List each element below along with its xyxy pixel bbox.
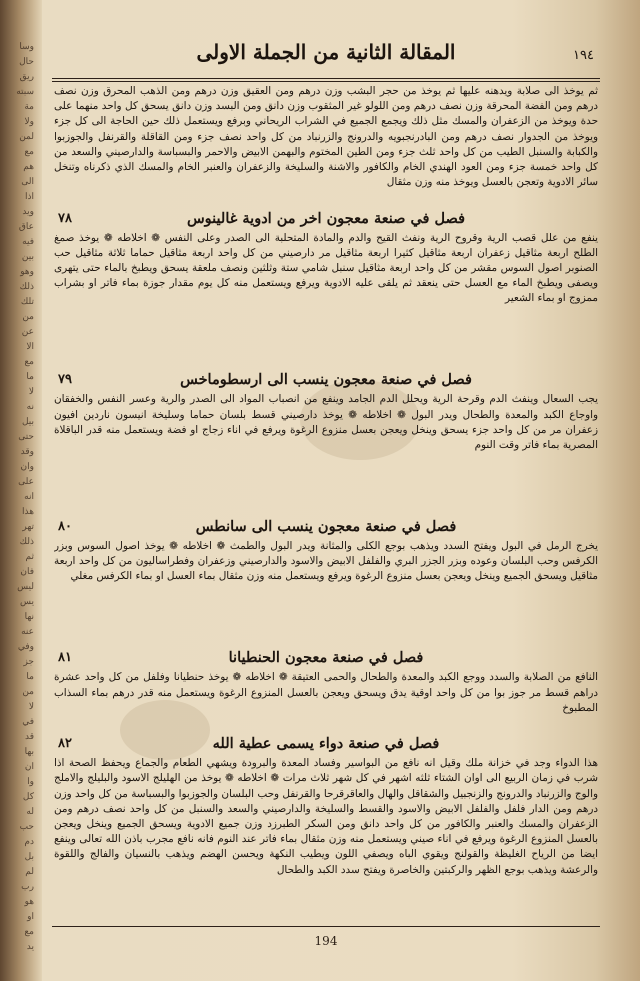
facing-page-fragment: عنه xyxy=(21,627,34,637)
bottom-rule xyxy=(52,926,600,927)
facing-page-fragment: لا xyxy=(28,387,34,397)
facing-page-fragment: ان xyxy=(24,762,34,772)
section-heading xyxy=(54,648,598,668)
facing-page-fragment: حتى xyxy=(18,432,34,442)
section-number: ٧٨ xyxy=(58,210,72,226)
facing-page-fragment: ريق xyxy=(19,72,34,82)
body-paragraph: هذا الدواء وجد في خزانة ملك وقيل انه نافع من البواسير وفساد المعدة والبرودة ويشهي الطعام والجماع ويحفظ الصحة اذا شرب في زمان الربيع الى اوان الشتاء ثلثه اشهر في كل شهر ثلاث مرات ❁ اخلاطه ❁ يوخذ من الهليلج الاسود والبليلج والاملج والوج والزرنباد والدرونج والزنجبيل والشقاقل والهال والعاقرقرحا والقرنفل وحب البلسان والجوزبوا والبسباسة من كل واحد وزن درهم ومن الدار فلفل والفلفل الابيض والاسود والقسط والسليخة والدارصيني والسعد والسنبل من كل واحد نصف درهم ومن الزعفران والمسك والعنبر والكافور من كل واحد دانق ومن السكر الطبرزد وزن جميع الادوية ويسحق الجميع وينخل ويعجن بالعسل المنزوع الرغوة ويرفع في اناء صيني ويستعمل منه وزن مثقال بماء فاتر عند النوم فانه نافع مجرب باذن الله تعالى وينفع ايضا من الرياح الغليظة والقولنج ويقوي الباه ويصفي اللون ويطيب النكهة ويحسن الهضم ويذهب بالنسيان والفالج واللقوة والرعشة ويذهب بوجع الظهر والركبتين والخاصرة ويفتح سدد الكبد والطحال xyxy=(54,757,598,876)
facing-page-fragment: انه xyxy=(24,492,34,502)
facing-page-fragment: هم xyxy=(23,162,34,172)
section-number: ٨٠ xyxy=(58,518,72,534)
facing-page-fragment: بل xyxy=(24,852,34,862)
section-heading-text: فصل في صنعة معجون ينسب الى ارسطوماخس xyxy=(180,371,472,389)
facing-page-fragment: يد xyxy=(26,942,34,952)
facing-page-fragment: لمن xyxy=(19,132,34,142)
facing-page-fragment: وفي xyxy=(17,642,34,652)
facing-page-fragment: نها xyxy=(24,612,34,622)
facing-page-fragment: بها xyxy=(24,747,34,757)
facing-page-fragment: بيل xyxy=(21,417,34,427)
facing-page-fragment: لا xyxy=(28,702,34,712)
facing-page-fragment: من xyxy=(22,312,34,322)
facing-page-fragment: مة xyxy=(24,102,34,112)
facing-page-fragment: كل xyxy=(22,792,34,802)
facing-page-edge xyxy=(0,0,42,981)
facing-page-fragment: وسا xyxy=(19,42,34,52)
facing-page-fragment: هذا xyxy=(22,507,34,517)
facing-page-fragment: ليس xyxy=(17,582,34,592)
section-heading-text: فصل في صنعة معجون اخر من ادوية غالينوس xyxy=(186,209,465,227)
facing-page-fragment: في xyxy=(22,717,34,727)
header-rule xyxy=(52,78,600,79)
facing-page-fragment: مع xyxy=(24,357,34,367)
facing-page-fragment: ثم xyxy=(25,552,34,562)
body-paragraph: يخرج الرمل في البول ويفتح السدد ويذهب بوجع الكلى والمثانة ويدر البول والطمث ❁ اخلاطه ❁ يوخذ اصول السوس وبزر الكرفس وحب البلسان وعوده وبزر الجزر البري والفلفل الابيض والاسود والدارصيني وزعفران وفطراساليون من كل واحد اربعة مثاقيل ويسحق الجميع وينخل ويعجن بعسل منزوع الرغوة ويرفع ويستعمل منه وزن مثقال بماء العسل او بماء الكرفس مغلي xyxy=(54,539,598,583)
facing-page-fragment: تلك xyxy=(20,297,34,307)
facing-page-fragment: له xyxy=(26,807,34,817)
section-heading-text: فصل في صنعة معجون الحنطيانا xyxy=(228,649,424,667)
section-number: ٧٩ xyxy=(58,372,72,388)
facing-page-fragment: سبته xyxy=(16,87,34,97)
facing-page-fragment: ولا xyxy=(24,117,34,127)
facing-page-fragment: اذا xyxy=(24,192,34,202)
facing-page-fragment: يس xyxy=(20,597,34,607)
facing-page-fragment: ويد xyxy=(22,207,34,217)
facing-page-fragment: وهو xyxy=(20,267,34,277)
section-heading-text: فصل في صنعة دواء يسمى عطية الله xyxy=(212,735,440,753)
body-paragraph: ثم يوخذ الى صلابة ويدهنه عليها ثم يوخذ من حجر البشب وزن درهم ومن العقيق وزن درهم ومن الذهب المحرق وزن نصف درهم ومن الفضة المحرقة وزن نصف درهم ومن اللولو غير المثقوب وزن دانق ومن البسد وزن دانق يسحق كل واحد منهما على حدة ويوخذ من الزعفران والمسك مثل ذلك ويجمع الجميع في الشراب الريحاني وبرفع ويستعمل ذلك حين الحاجة الى كل جزء ويوخذ من الجدوار نصف درهم ومن البادرنجبويه والدرونج والزرنباد من كل واحد نصف جزء ومن القاقلة والقرنفل والجوزبوا والكبابة والسنبل الطيب من كل واحد ثلث جزء ومن الطين المختوم والبهمن الابيض والاحمر والبسباسة والدارصيني والسعد من كل واحد خمسة جزء ومن العود الهندي الخام والكافور والاشنة والسليخة والزعفران والعنبر الخام والمسك الذي ذكرناه وتنخل سائر الادوية وتعجن بالعسل ويوخذ منه وزن مثقال xyxy=(54,85,598,189)
page-number-bottom: 194 xyxy=(314,934,338,948)
facing-page-fragment: عاق xyxy=(18,222,34,232)
running-title: المقالة الثانية من الجملة الاولى xyxy=(196,40,456,64)
section-heading xyxy=(54,209,598,229)
section-number: ٨١ xyxy=(58,650,72,666)
facing-page-fragment: فان xyxy=(20,567,34,577)
facing-page-fragment: لم xyxy=(25,867,34,877)
facing-page-fragment: عن xyxy=(21,327,34,337)
page-body xyxy=(54,84,598,924)
facing-page-fragment: حال xyxy=(19,57,34,67)
body-paragraph: النافع من الصلابة والسدد ووجع الكبد والمعدة والطحال والحمى العتيقة ❁ اخلاطه ❁ يوخذ حنطيانا وفلفل من كل واحد عشرة دراهم قسط مر جوز بوا من كل واحد اوقية يدق ويسحق ويعجن بالعسل المنزوع الرغوة ويستعمل منه قدر درهم بماء السذاب المطبوخ xyxy=(54,671,598,714)
section-number: ٨٢ xyxy=(58,736,72,752)
section-heading xyxy=(54,370,598,390)
facing-page-fragment: الى xyxy=(21,177,34,187)
facing-page-fragment: مع xyxy=(24,927,34,937)
facing-page-fragment: حب xyxy=(19,822,34,832)
facing-page-fragment: الا xyxy=(26,342,34,352)
book-page xyxy=(46,20,606,970)
facing-page-fragment: او xyxy=(27,912,34,922)
facing-page-fragment: ما xyxy=(26,672,34,682)
header-rule xyxy=(52,81,600,82)
page-header xyxy=(46,40,606,76)
facing-page-fragment: قد xyxy=(24,732,34,742)
facing-page-fragment: ذلك xyxy=(19,282,34,292)
facing-page-fragment: جز xyxy=(23,657,34,667)
facing-page-fragment: رب xyxy=(21,882,34,892)
facing-page-fragment: وان xyxy=(20,462,34,472)
facing-page-fragment: نه xyxy=(26,402,34,412)
facing-page-fragment: مع xyxy=(24,147,34,157)
facing-page-fragment: ما xyxy=(26,372,34,382)
facing-page-fragment: بين xyxy=(21,252,34,262)
facing-page-fragment: وا xyxy=(27,777,34,787)
facing-page-fragment: تهر xyxy=(22,522,34,532)
facing-page-fragment: من xyxy=(22,687,34,697)
body-paragraph: ينفع من علل قصب الرية وقروح الرية ونفث القيح والدم والمادة المتحلبة الى الصدر وعلى النفس ❁ اخلاطه ❁ يوخذ صمغ الطلح اربعة مثاقيل زعفران اربعة مثاقيل كثيرا اربعة مثاقيل مر دارصيني من كل واحد اربعة مثاقيل حماما ثلاثة مثاقيل حب الصنوبر اصول السوس مقشر من كل واحد اربعة مثاقيل سنبل شامي ستة وثلثين ونصف ملعقة يسحق ويطبخ بالماء حتى يتهرى ويصفى ويطبخ الماء مع العسل حتى ينعقد ثم يلقى عليه الادوية ويرفع ويستعمل منه كل يوم مقدار جوزة بماء فاتر او بشراب ممزوج او بماء الشعير xyxy=(54,231,598,305)
page-number-top: ١٩٤ xyxy=(573,48,594,63)
facing-page-fragment: دم xyxy=(24,837,34,847)
body-paragraph: يجب السعال وينفث الدم وقرحة الرية ويحلل الدم الجامد وينفع من انصباب المواد الى الصدر والرية وعسر النفس والخفقان واوجاع الكبد والمعدة والطحال ويدر البول ❁ اخلاطه ❁ يوخذ دارصيني قسط بلسان حماما وسليخة انيسون ناردين افيون زعفران مر من كل واحد جزء يسحق وينخل ويعجن بعسل منزوع الرغوة ويرفع في اناء زجاج او فضة ويستعمل منه قدر الباقلاة المصرية بماء فاتر وقت النوم xyxy=(54,393,598,451)
facing-page-fragment: ذلك xyxy=(19,537,34,547)
section-heading xyxy=(54,517,598,537)
facing-page-fragment: هو xyxy=(24,897,34,907)
facing-page-fragment: فيه xyxy=(22,237,34,247)
facing-page-fragment: وقد xyxy=(20,447,34,457)
facing-page-fragment: على xyxy=(18,477,34,487)
section-heading-text: فصل في صنعة معجون ينسب الى سانطس xyxy=(195,517,457,535)
section-heading xyxy=(54,734,598,754)
